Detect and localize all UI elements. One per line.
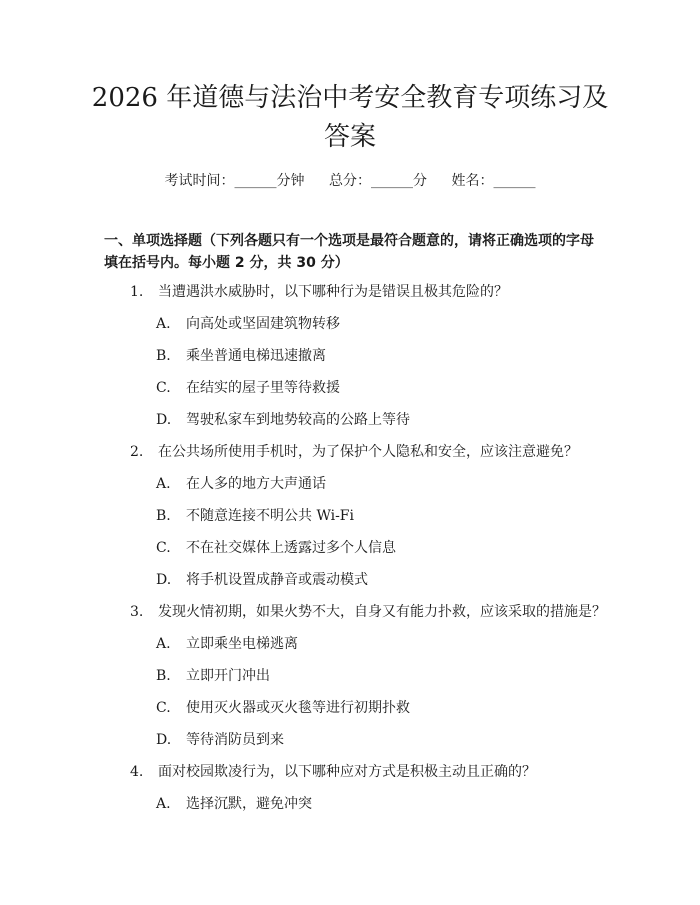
option-letter: B. (156, 508, 171, 524)
option-letter: A. (156, 476, 171, 492)
option-text: 乘坐普通电梯迅速撤离 (186, 348, 326, 364)
option-letter: B. (156, 348, 171, 364)
option-letter: C. (156, 700, 171, 716)
exam-meta (0, 170, 700, 190)
option-text: 立即开门冲出 (186, 668, 270, 684)
option-letter: A. (156, 796, 171, 812)
document-title-line2: 答案 (323, 122, 376, 152)
option (156, 411, 596, 429)
document-title-line1: 2026 年道德与法治中考安全教育专项练习及 (91, 83, 609, 113)
option-text: 不随意连接不明公共 Wi-Fi (186, 508, 354, 524)
option (156, 379, 596, 397)
option-text: 向高处或坚固建筑物转移 (186, 316, 340, 332)
option (156, 667, 596, 685)
option (156, 731, 596, 749)
option (156, 539, 596, 557)
exam-time-field: 考试时间：______分钟 (164, 173, 305, 189)
name-field: 姓名：______ (451, 173, 536, 189)
question (130, 443, 600, 461)
option-letter: C. (156, 540, 171, 556)
option (156, 635, 596, 653)
option-text: 在人多的地方大声通话 (186, 476, 326, 492)
option (156, 347, 596, 365)
option-text: 立即乘坐电梯逃离 (186, 636, 298, 652)
option (156, 507, 596, 525)
option-letter: D. (156, 572, 172, 588)
option (156, 571, 596, 589)
option-text: 使用灭火器或灭火毯等进行初期扑救 (186, 700, 410, 716)
option-text: 不在社交媒体上透露过多个人信息 (186, 540, 396, 556)
option-letter: A. (156, 636, 171, 652)
question-number: 3. (130, 604, 144, 620)
option-letter: A. (156, 316, 171, 332)
question-text: 发现火情初期，如果火势不大，自身又有能力扑救，应该采取的措施是？ (158, 604, 606, 620)
option-letter: D. (156, 732, 172, 748)
question (130, 763, 600, 781)
question-text: 当遭遇洪水威胁时，以下哪种行为是错误且极其危险的？ (158, 284, 508, 300)
question (130, 283, 600, 301)
option (156, 475, 596, 493)
option-letter: B. (156, 668, 171, 684)
question-text: 面对校园欺凌行为，以下哪种应对方式是积极主动且正确的？ (158, 764, 536, 780)
question-number: 1. (130, 284, 144, 300)
total-score-field: 总分：______分 (329, 173, 427, 189)
option-letter: D. (156, 412, 172, 428)
option-text: 将手机设置成静音或震动模式 (186, 572, 368, 588)
option (156, 795, 596, 813)
option (156, 315, 596, 333)
option-text: 在结实的屋子里等待救援 (186, 380, 340, 396)
question-text: 在公共场所使用手机时，为了保护个人隐私和安全，应该注意避免？ (158, 444, 578, 460)
question (130, 603, 606, 621)
section-heading: 一、单项选择题（下列各题只有一个选项是最符合题意的，请将正确选项的字母填在括号内。每小题 2 分，共 30 分） (104, 233, 594, 271)
option-letter: C. (156, 380, 171, 396)
option-text: 选择沉默，避免冲突 (186, 796, 312, 812)
option-text: 驾驶私家车到地势较高的公路上等待 (186, 412, 410, 428)
question-number: 4. (130, 764, 144, 780)
option-text: 等待消防员到来 (186, 732, 284, 748)
question-number: 2. (130, 444, 144, 460)
option (156, 699, 596, 717)
